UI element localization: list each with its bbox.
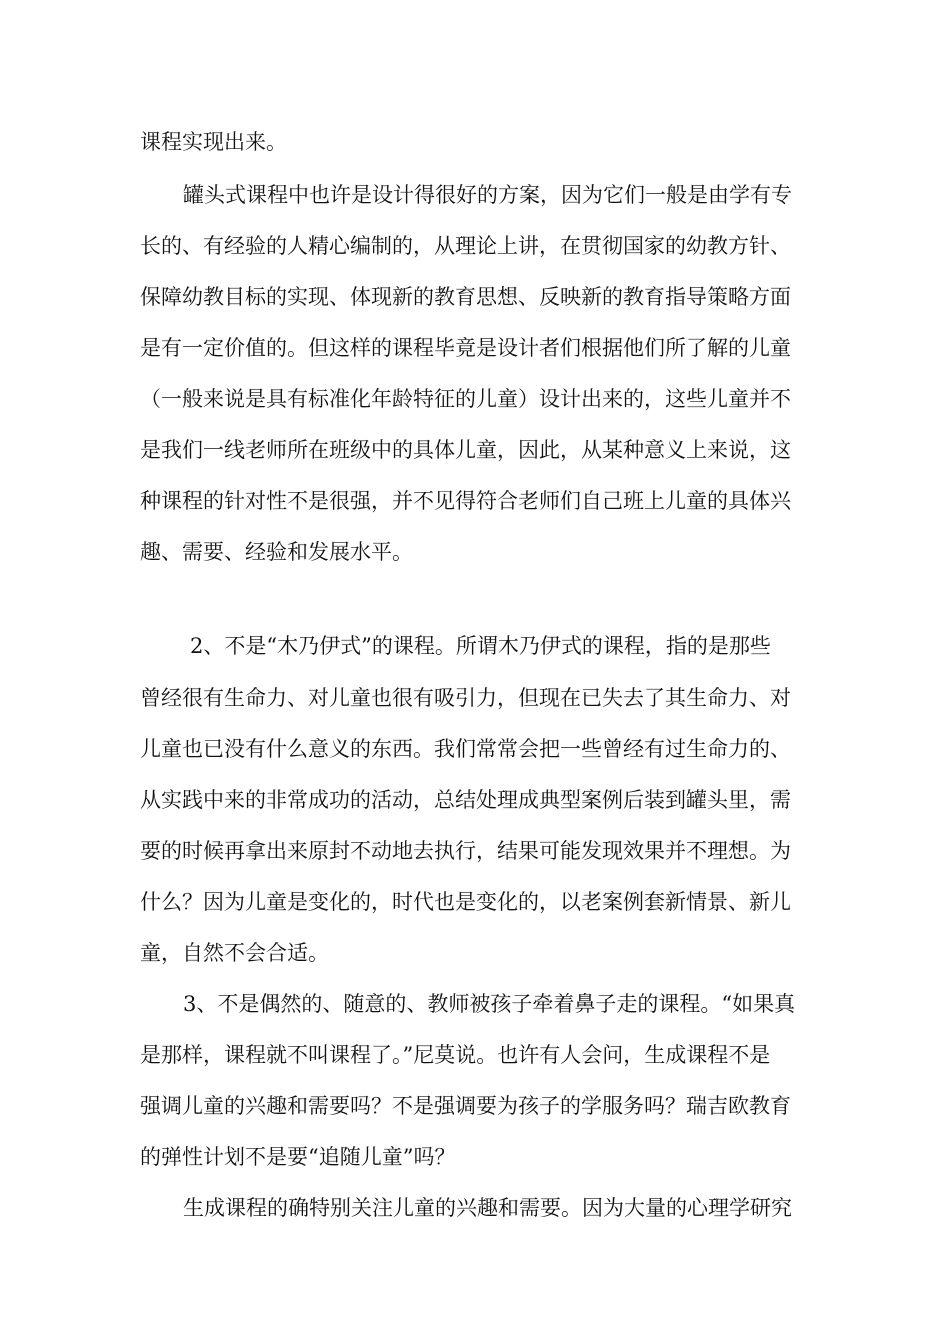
text-line: 长的、有经验的人精心编制的，从理论上讲，在贯彻国家的幼教方针、: [140, 234, 791, 258]
paragraph-first-line: 2、不是“木乃伊式”的课程。所谓木乃伊式的课程，指的是那些: [190, 634, 771, 658]
text-line: 是有一定价值的。但这样的课程毕竟是设计者们根据他们所了解的儿童: [140, 336, 791, 360]
paragraph-first-line: 罐头式课程中也许是设计得很好的方案，因为它们一般是由学有专: [183, 183, 792, 207]
text-line: 是我们一线老师所在班级中的具体儿童，因此，从某种意义上来说，这: [140, 438, 791, 462]
text-line: 儿童也已没有什么意义的东西。我们常常会把一些曾经有过生命力的、: [140, 737, 791, 761]
text-line: 强调儿童的兴趣和需要吗？不是强调要为孩子的学服务吗？瑞吉欧教育: [140, 1094, 791, 1118]
text-line: 什么？因为儿童是变化的，时代也是变化的，以老案例套新情景、新儿: [140, 890, 791, 914]
text-line: 要的时候再拿出来原封不动地去执行，结果可能发现效果并不理想。为: [140, 839, 791, 863]
text-line: 是那样，课程就不叫课程了。”尼莫说。也许有人会问，生成课程不是: [140, 1043, 771, 1067]
text-line: 课程实现出来。: [140, 130, 287, 154]
text-line: （一般来说是具有标准化年龄特征的儿童）设计出来的，这些儿童并不: [140, 387, 791, 411]
text-line: 保障幼教目标的实现、体现新的教育思想、反映新的教育指导策略方面: [140, 285, 791, 309]
text-line: 种课程的针对性不是很强，并不见得符合老师们自己班上儿童的具体兴: [140, 489, 791, 513]
text-line: 的弹性计划不是要“追随儿童”吗？: [140, 1145, 456, 1169]
text-line: 童，自然不会合适。: [140, 941, 329, 965]
paragraph-first-line: 生成课程的确特别关注儿童的兴趣和需要。因为大量的心理学研究: [183, 1196, 792, 1220]
text-line: 曾经很有生命力、对儿童也很有吸引力，但现在已失去了其生命力、对: [140, 686, 791, 710]
text-line: 从实践中来的非常成功的活动，总结处理成典型案例后装到罐头里，需: [140, 788, 791, 812]
paragraph-first-line: 3、不是偶然的、随意的、教师被孩子牵着鼻子走的课程。“如果真: [183, 992, 796, 1016]
text-line: 趣、需要、经验和发展水平。: [140, 540, 413, 564]
